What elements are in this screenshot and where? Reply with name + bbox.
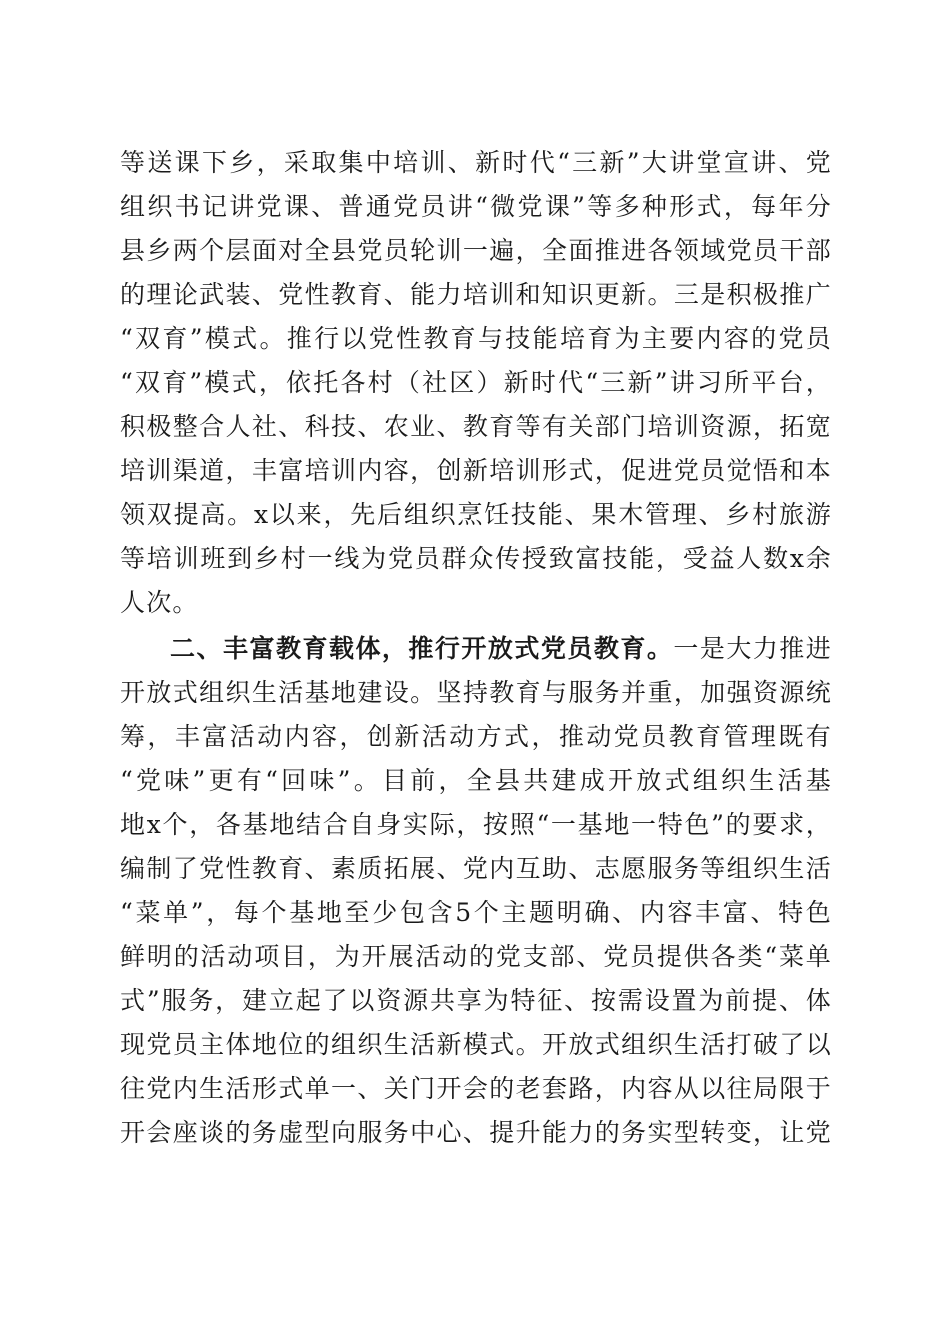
paragraph-2-line: 往党内生活形式单一、关门开会的老套路，内容从以往局限于 <box>120 1074 832 1103</box>
paragraph-2-line: 开放式组织生活基地建设。坚持教育与服务并重，加强资源统 <box>120 678 832 707</box>
paragraph-1-line: 县乡两个层面对全县党员轮训一遍，全面推进各领域党员干部 <box>120 236 832 265</box>
paragraph-1 <box>120 141 832 625</box>
paragraph-1-line: 等培训班到乡村一线为党员群众传授致富技能，受益人数x余 <box>120 544 832 573</box>
paragraph-2-line: 地x个，各基地结合自身实际，按照“一基地一特色”的要求， <box>120 810 832 839</box>
paragraph-2-first-line <box>120 627 832 671</box>
paragraph-1-line: 领双提高。x以来，先后组织烹饪技能、果木管理、乡村旅游 <box>120 500 832 529</box>
paragraph-2-line: 筹，丰富活动内容，创新活动方式，推动党员教育管理既有 <box>120 722 832 751</box>
paragraph-2-line: 式”服务，建立起了以资源共享为特征、按需设置为前提、体 <box>120 986 832 1015</box>
paragraph-1-line: “双育”模式，依托各村（社区）新时代“三新”讲习所平台， <box>120 368 832 397</box>
paragraph-2-line: “党味”更有“回味”。目前，全县共建成开放式组织生活基 <box>120 766 832 795</box>
paragraph-1-line: 人次。 <box>120 588 199 617</box>
paragraph-2 <box>120 627 832 1155</box>
paragraph-2-line: 鲜明的活动项目，为开展活动的党支部、党员提供各类“菜单 <box>120 942 832 971</box>
paragraph-1-line: 组织书记讲党课、普通党员讲“微党课”等多种形式，每年分 <box>120 192 832 221</box>
paragraph-1-line: “双育”模式。推行以党性教育与技能培育为主要内容的党员 <box>120 324 832 353</box>
paragraph-1-line: 的理论武装、党性教育、能力培训和知识更新。三是积极推广 <box>120 280 832 309</box>
paragraph-1-line: 积极整合人社、科技、农业、教育等有关部门培训资源，拓宽 <box>120 412 832 441</box>
paragraph-2-line: 编制了党性教育、素质拓展、党内互助、志愿服务等组织生活 <box>120 854 832 883</box>
paragraph-2-first-line-text: 一是大力推进 <box>673 634 832 663</box>
paragraph-1-line: 等送课下乡，采取集中培训、新时代“三新”大讲堂宣讲、党 <box>120 148 832 177</box>
paragraph-1-line: 培训渠道，丰富培训内容，创新培训形式，促进党员觉悟和本 <box>120 456 832 485</box>
paragraph-2-line: 现党员主体地位的组织生活新模式。开放式组织生活打破了以 <box>120 1030 832 1059</box>
paragraph-2-line: “菜单”，每个基地至少包含5个主题明确、内容丰富、特色 <box>120 898 832 927</box>
paragraph-2-line: 开会座谈的务虚型向服务中心、提升能力的务实型转变，让党 <box>120 1118 832 1147</box>
section-heading: 二、丰富教育载体，推行开放式党员教育。 <box>170 634 674 663</box>
